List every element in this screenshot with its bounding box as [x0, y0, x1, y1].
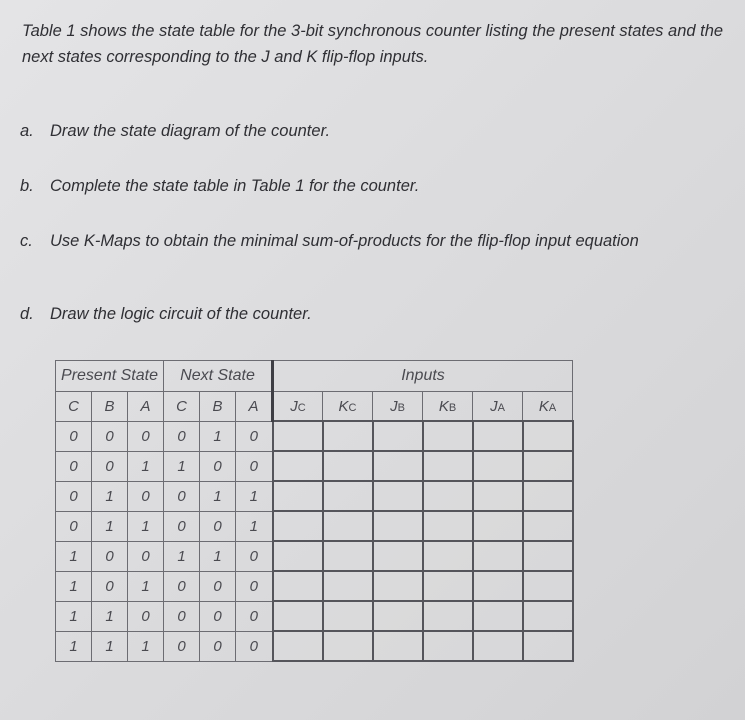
- table-row: [56, 451, 573, 481]
- intro-paragraph: Table 1 shows the state table for the 3-bit synchronous counter listing the present states and the next states corresponding to the J and K flip-flop inputs.: [22, 22, 724, 66]
- input-cell-ja[interactable]: [473, 451, 523, 481]
- cell-present-a: 0: [128, 601, 164, 631]
- cell-next-b: 0: [200, 451, 236, 481]
- input-cell-ka[interactable]: [523, 631, 573, 661]
- input-cell-ka[interactable]: [523, 421, 573, 451]
- input-cell-jb[interactable]: [373, 631, 423, 661]
- cell-present-b: 0: [92, 571, 128, 601]
- input-cell-jc[interactable]: [273, 571, 323, 601]
- input-cell-kc[interactable]: [323, 631, 373, 661]
- input-cell-jc[interactable]: [273, 481, 323, 511]
- input-cell-jc[interactable]: [273, 601, 323, 631]
- input-cell-kc[interactable]: [323, 511, 373, 541]
- cell-next-a: 1: [236, 511, 273, 541]
- col-header-present-a: A: [128, 392, 164, 422]
- input-cell-ka[interactable]: [523, 511, 573, 541]
- question-c: [20, 232, 639, 251]
- input-cell-jb[interactable]: [373, 571, 423, 601]
- cell-present-b: 1: [92, 601, 128, 631]
- input-cell-ka[interactable]: [523, 571, 573, 601]
- input-cell-kb[interactable]: [423, 511, 473, 541]
- question-label: d.: [20, 305, 34, 323]
- cell-next-b: 1: [200, 481, 236, 511]
- question-text: Draw the state diagram of the counter.: [50, 122, 331, 140]
- cell-present-a: 0: [128, 421, 164, 451]
- cell-next-a: 0: [236, 631, 273, 661]
- input-cell-kc[interactable]: [323, 421, 373, 451]
- cell-next-c: 1: [164, 451, 200, 481]
- col-header-next-a: A: [236, 392, 273, 422]
- question-a: [20, 122, 330, 141]
- input-cell-kc[interactable]: [323, 451, 373, 481]
- question-label: b.: [20, 177, 34, 195]
- table-row: [56, 601, 573, 631]
- input-cell-jc[interactable]: [273, 511, 323, 541]
- cell-present-c: 0: [56, 421, 92, 451]
- input-cell-ja[interactable]: [473, 481, 523, 511]
- input-cell-kc[interactable]: [323, 481, 373, 511]
- next-state-header: Next State: [164, 361, 273, 392]
- col-header-next-b: B: [200, 392, 236, 422]
- input-cell-ka[interactable]: [523, 601, 573, 631]
- input-cell-jc[interactable]: [273, 451, 323, 481]
- cell-present-b: 0: [92, 421, 128, 451]
- cell-next-a: 0: [236, 451, 273, 481]
- cell-next-a: 0: [236, 421, 273, 451]
- cell-present-a: 1: [128, 511, 164, 541]
- input-cell-jb[interactable]: [373, 481, 423, 511]
- input-cell-jb[interactable]: [373, 541, 423, 571]
- col-header-present-b: B: [92, 392, 128, 422]
- input-cell-kb[interactable]: [423, 601, 473, 631]
- col-header-ja: JA: [473, 392, 523, 422]
- cell-present-c: 1: [56, 631, 92, 661]
- cell-present-c: 1: [56, 541, 92, 571]
- cell-next-c: 0: [164, 571, 200, 601]
- input-cell-ka[interactable]: [523, 481, 573, 511]
- cell-next-c: 0: [164, 511, 200, 541]
- input-cell-ja[interactable]: [473, 601, 523, 631]
- input-cell-kb[interactable]: [423, 571, 473, 601]
- col-header-next-c: C: [164, 392, 200, 422]
- inputs-header: Inputs: [273, 361, 573, 392]
- question-label: c.: [20, 232, 33, 250]
- question-text: Use K-Maps to obtain the minimal sum-of-products for the flip-flop input equation: [50, 232, 639, 250]
- present-state-header: Present State: [56, 361, 164, 392]
- cell-present-c: 0: [56, 481, 92, 511]
- cell-present-c: 0: [56, 451, 92, 481]
- cell-next-b: 1: [200, 421, 236, 451]
- input-cell-jb[interactable]: [373, 511, 423, 541]
- input-cell-kb[interactable]: [423, 421, 473, 451]
- cell-present-b: 1: [92, 481, 128, 511]
- table-row: [56, 541, 573, 571]
- cell-present-a: 0: [128, 541, 164, 571]
- input-cell-jc[interactable]: [273, 631, 323, 661]
- question-b: [20, 177, 419, 196]
- table-row: [56, 481, 573, 511]
- table-row: [56, 631, 573, 661]
- cell-next-c: 0: [164, 481, 200, 511]
- cell-present-b: 0: [92, 451, 128, 481]
- col-header-ka: KA: [523, 392, 573, 422]
- cell-next-c: 0: [164, 631, 200, 661]
- input-cell-jb[interactable]: [373, 601, 423, 631]
- input-cell-ka[interactable]: [523, 451, 573, 481]
- input-cell-kb[interactable]: [423, 541, 473, 571]
- cell-present-b: 1: [92, 631, 128, 661]
- cell-next-a: 1: [236, 481, 273, 511]
- table-row: [56, 511, 573, 541]
- input-cell-kb[interactable]: [423, 481, 473, 511]
- state-table: [55, 360, 574, 662]
- cell-next-a: 0: [236, 541, 273, 571]
- cell-present-b: 0: [92, 541, 128, 571]
- table-row: [56, 571, 573, 601]
- group-header-row: [56, 361, 573, 392]
- col-header-kc: KC: [323, 392, 373, 422]
- cell-next-b: 1: [200, 541, 236, 571]
- column-header-row: [56, 392, 573, 422]
- cell-present-b: 1: [92, 511, 128, 541]
- question-text: Draw the logic circuit of the counter.: [50, 305, 312, 323]
- input-cell-kc[interactable]: [323, 571, 373, 601]
- input-cell-kc[interactable]: [323, 601, 373, 631]
- col-header-jb: JB: [373, 392, 423, 422]
- cell-present-c: 1: [56, 571, 92, 601]
- cell-next-b: 0: [200, 631, 236, 661]
- cell-next-c: 0: [164, 421, 200, 451]
- input-cell-jb[interactable]: [373, 451, 423, 481]
- col-header-kb: KB: [423, 392, 473, 422]
- cell-present-a: 1: [128, 451, 164, 481]
- input-cell-ja[interactable]: [473, 571, 523, 601]
- cell-present-a: 0: [128, 481, 164, 511]
- input-cell-kb[interactable]: [423, 451, 473, 481]
- cell-next-a: 0: [236, 601, 273, 631]
- col-header-present-c: C: [56, 392, 92, 422]
- cell-next-a: 0: [236, 571, 273, 601]
- input-cell-ja[interactable]: [473, 631, 523, 661]
- table-row: [56, 421, 573, 451]
- cell-next-b: 0: [200, 601, 236, 631]
- cell-next-c: 0: [164, 601, 200, 631]
- col-header-jc: JC: [273, 392, 323, 422]
- input-cell-jb[interactable]: [373, 421, 423, 451]
- question-d: [20, 305, 312, 324]
- input-cell-ka[interactable]: [523, 541, 573, 571]
- cell-present-c: 0: [56, 511, 92, 541]
- question-label: a.: [20, 122, 34, 140]
- cell-present-a: 1: [128, 631, 164, 661]
- question-text: Complete the state table in Table 1 for the counter.: [50, 177, 420, 195]
- cell-present-c: 1: [56, 601, 92, 631]
- input-cell-jc[interactable]: [273, 421, 323, 451]
- cell-present-a: 1: [128, 571, 164, 601]
- input-cell-ja[interactable]: [473, 421, 523, 451]
- input-cell-kb[interactable]: [423, 631, 473, 661]
- input-cell-kc[interactable]: [323, 541, 373, 571]
- input-cell-jc[interactable]: [273, 541, 323, 571]
- cell-next-b: 0: [200, 571, 236, 601]
- cell-next-b: 0: [200, 511, 236, 541]
- cell-next-c: 1: [164, 541, 200, 571]
- input-cell-ja[interactable]: [473, 541, 523, 571]
- input-cell-ja[interactable]: [473, 511, 523, 541]
